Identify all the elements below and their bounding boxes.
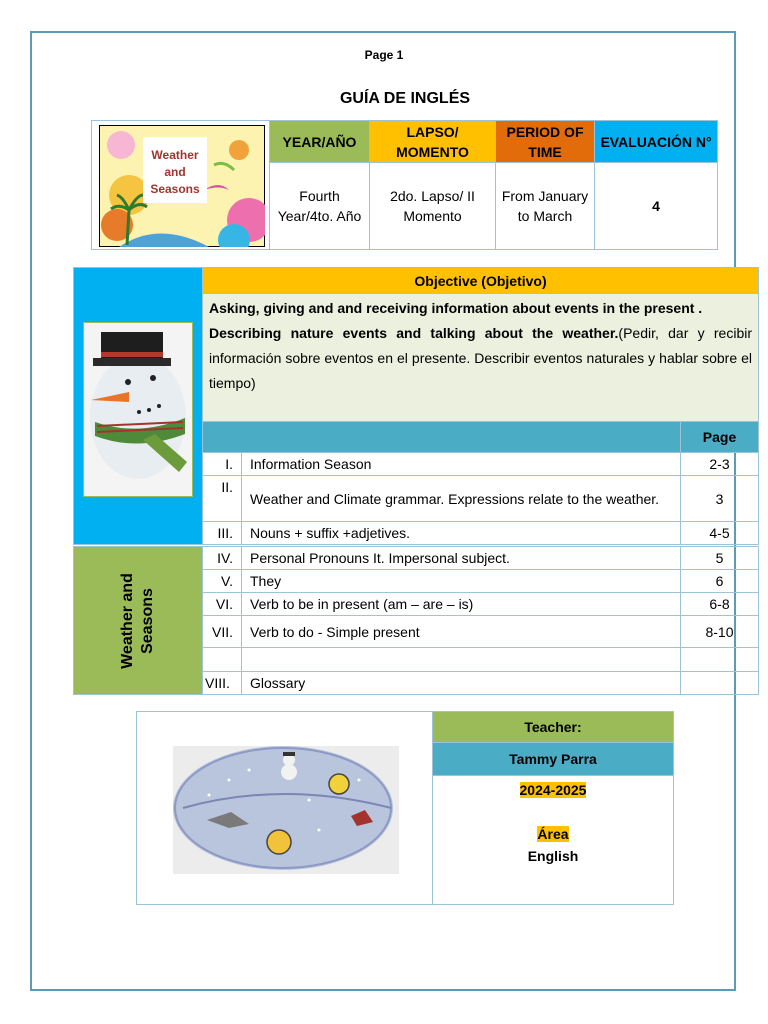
objective-line-2-bold: Describing nature events and talking about the weather. (209, 325, 619, 341)
row-number: II. (203, 476, 242, 522)
evaluation-header: EVALUACIÓN N° (595, 121, 718, 163)
seasons-plate-cell (137, 712, 433, 905)
year-header: YEAR/AÑO (270, 121, 370, 163)
row-topic: Verb to be in present (am – are – is) (242, 593, 681, 616)
cover-word-weather: Weather (151, 148, 199, 162)
side-label: Weather and Seasons (119, 572, 156, 669)
evaluation-value: 4 (595, 163, 718, 250)
teacher-name: Tammy Parra (433, 743, 674, 776)
row-topic: Glossary (242, 672, 681, 695)
contents-table-lower (73, 546, 759, 695)
objective-heading: Objective (Objetivo) (203, 268, 759, 294)
lapso-value: 2do. Lapso/ II Momento (370, 163, 496, 250)
teacher-details (433, 776, 674, 905)
row-page: 8-10 (681, 616, 759, 648)
row-number: VI. (203, 593, 242, 616)
row-page: 3 (681, 476, 759, 522)
row-number: VIII. (203, 672, 242, 695)
objective-table (73, 267, 759, 545)
school-year: 2024-2025 (519, 782, 587, 798)
side-label-cell (74, 547, 203, 695)
row-page: 6-8 (681, 593, 759, 616)
row-topic: Information Season (242, 453, 681, 476)
row-page: 4-5 (681, 522, 759, 545)
area-label: Área (537, 826, 569, 842)
row-number: V. (203, 570, 242, 593)
year-value: Fourth Year/4to. Año (270, 163, 370, 250)
teacher-label: Teacher: (433, 712, 674, 743)
row-page: 6 (681, 570, 759, 593)
cover-image-cell (92, 121, 270, 250)
period-value: From January to March (496, 163, 595, 250)
row-topic: They (242, 570, 681, 593)
row-number: VII. (203, 616, 242, 648)
weather-seasons-illustration (99, 125, 265, 247)
row-page (681, 672, 759, 695)
row-number: III. (203, 522, 242, 545)
objective-line-2-translation: (Pedir, dar y recibir información sobre eventos en el presente. Describir eventos naturales y hablar sobre el tiempo) (209, 325, 752, 391)
snowman-cell (74, 268, 203, 545)
row-number: I. (203, 453, 242, 476)
row-topic: Weather and Climate grammar. Expressions relate to the weather. (242, 476, 681, 522)
row-page: 5 (681, 547, 759, 570)
contents-row (74, 547, 759, 570)
area-value: English (527, 848, 579, 864)
page-number: Page 1 (364, 48, 404, 62)
header-table (91, 120, 718, 250)
row-page (681, 648, 759, 672)
snowman-illustration (83, 322, 193, 497)
teacher-table (136, 711, 674, 905)
row-number: IV. (203, 547, 242, 570)
period-header: PERIOD OF TIME (496, 121, 595, 163)
page-title: GUÍA DE INGLÉS (339, 90, 471, 107)
cover-word-and: and (164, 165, 186, 179)
lapso-header: LAPSO/ MOMENTO (370, 121, 496, 163)
seasons-plate-illustration (169, 740, 401, 876)
row-topic: Nouns + suffix +adjetives. (242, 522, 681, 545)
page-column-header: Page (681, 422, 759, 453)
row-topic: Verb to do - Simple present (242, 616, 681, 648)
objective-line-1: Asking, giving and and receiving information about events in the present . (209, 300, 703, 316)
contents-band (203, 422, 681, 453)
cover-word-seasons: Seasons (150, 182, 200, 196)
row-number (203, 648, 242, 672)
row-topic (242, 648, 681, 672)
row-topic: Personal Pronouns It. Impersonal subject. (242, 547, 681, 570)
objective-text (203, 294, 759, 422)
row-page: 2-3 (681, 453, 759, 476)
